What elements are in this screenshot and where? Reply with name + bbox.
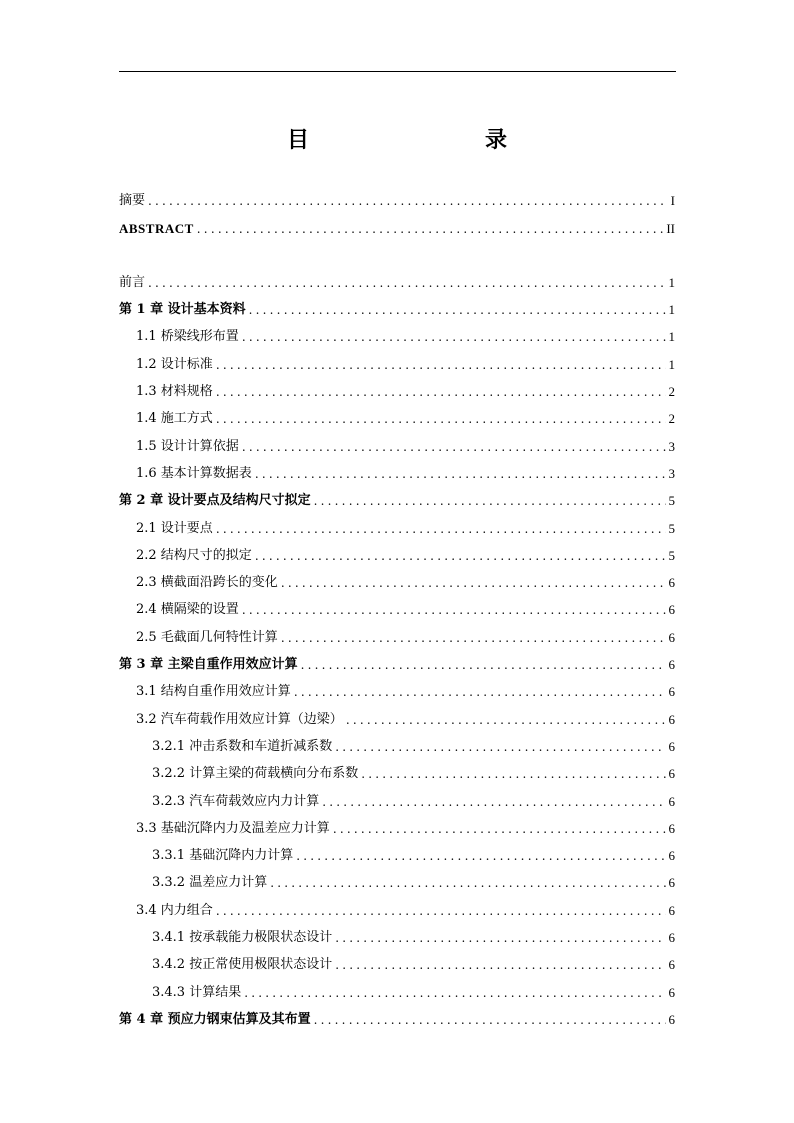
- toc-dot-leader: [333, 820, 666, 838]
- toc-page-number: 6: [668, 766, 675, 782]
- toc-entry-label: 2.4 横隔梁的设置: [136, 602, 239, 618]
- toc-entry-label: 3.2.2 计算主梁的荷载横向分布系数: [152, 766, 359, 782]
- toc-entry[interactable]: [119, 183, 675, 210]
- toc-dot-leader: [281, 574, 666, 592]
- toc-entry[interactable]: [119, 401, 675, 428]
- toc-dot-leader: [242, 601, 666, 619]
- toc-page-number: 6: [668, 657, 675, 673]
- toc-entry-label: 3.2.3 汽车荷载效应内力计算: [152, 793, 320, 809]
- toc-entry-label: 3.4 内力组合: [136, 902, 213, 918]
- toc-dot-leader: [249, 301, 666, 319]
- toc-entry-label: ABSTRACT: [119, 220, 194, 236]
- toc-entry[interactable]: [119, 619, 675, 646]
- toc-page-number: 6: [668, 793, 675, 809]
- toc-entry[interactable]: [119, 783, 675, 810]
- toc-entry[interactable]: [119, 701, 675, 728]
- toc-entry-label: 3.3.2 温差应力计算: [152, 875, 268, 891]
- toc-dot-leader: [255, 465, 666, 483]
- toc-entry-label: 2.3 横截面沿跨长的变化: [136, 575, 278, 591]
- toc-entry-label: 第 2 章 设计要点及结构尺寸拟定: [119, 493, 311, 509]
- toc-entry-label: 1.5 设计计算依据: [136, 438, 239, 454]
- toc-page-number: 6: [668, 957, 675, 973]
- toc-entry[interactable]: [119, 374, 675, 401]
- toc-dot-leader: [216, 383, 666, 401]
- toc-page-number: II: [666, 220, 675, 236]
- toc-entry-label: 2.5 毛截面几何特性计算: [136, 629, 278, 645]
- toc-dot-leader: [281, 629, 666, 647]
- toc-page-number: 6: [668, 930, 675, 946]
- toc-page-number: 3: [668, 438, 675, 454]
- toc-entry[interactable]: [119, 319, 675, 346]
- toc-dot-leader: [197, 220, 664, 238]
- toc-chapter-entry[interactable]: [119, 1002, 675, 1029]
- toc-entry[interactable]: [119, 756, 675, 783]
- toc-dot-leader: [242, 438, 666, 456]
- toc-dot-leader: [244, 984, 665, 1002]
- toc-entry-label: 前言: [119, 274, 146, 290]
- toc-dot-leader: [335, 956, 665, 974]
- toc-entry-label: 1.3 材料规格: [136, 384, 213, 400]
- toc-dot-leader: [255, 547, 666, 565]
- table-of-contents: [119, 183, 675, 1029]
- toc-dot-leader: [216, 902, 666, 920]
- toc-page-number: 6: [668, 902, 675, 918]
- toc-chapter-entry[interactable]: [119, 292, 675, 319]
- toc-entry-label: 摘要: [119, 193, 146, 209]
- toc-entry[interactable]: [119, 510, 675, 537]
- toc-dot-leader: [314, 1011, 666, 1029]
- toc-page-number: 6: [668, 602, 675, 618]
- toc-entry-label: 3.2 汽车荷载作用效应计算（边梁）: [136, 711, 343, 727]
- toc-page-number: 6: [668, 684, 675, 700]
- toc-chapter-entry[interactable]: [119, 647, 675, 674]
- toc-entry-label: 2.2 结构尺寸的拟定: [136, 547, 252, 563]
- toc-entry[interactable]: [119, 865, 675, 892]
- toc-entry[interactable]: [119, 538, 675, 565]
- toc-dot-leader: [361, 765, 665, 783]
- toc-dot-leader: [335, 929, 665, 947]
- toc-entry-label: 3.4.1 按承载能力极限状态设计: [152, 930, 333, 946]
- toc-page-number: I: [670, 193, 675, 209]
- toc-entry-label: 1.2 设计标准: [136, 356, 213, 372]
- toc-page-number: 2: [668, 411, 675, 427]
- toc-page-number: 5: [668, 493, 675, 509]
- toc-entry[interactable]: [119, 428, 675, 455]
- toc-page-number: 1: [668, 356, 675, 372]
- toc-page-number: 1: [668, 329, 675, 345]
- toc-entry[interactable]: [119, 947, 675, 974]
- header-rule: [119, 71, 676, 72]
- toc-dot-leader: [270, 874, 665, 892]
- toc-entry-label: 1.4 施工方式: [136, 411, 213, 427]
- toc-page-number: 6: [668, 575, 675, 591]
- toc-page-number: 6: [668, 738, 675, 754]
- toc-entry[interactable]: [119, 265, 675, 292]
- toc-dot-leader: [346, 711, 666, 729]
- toc-dot-leader: [335, 738, 665, 756]
- toc-entry-label: 第 4 章 预应力钢束估算及其布置: [119, 1011, 311, 1027]
- toc-entry[interactable]: [119, 456, 675, 483]
- toc-page-number: 6: [668, 875, 675, 891]
- toc-entry[interactable]: [119, 811, 675, 838]
- toc-entry-label: 第 3 章 主梁自重作用效应计算: [119, 657, 298, 673]
- toc-entry[interactable]: [119, 346, 675, 373]
- toc-entry[interactable]: [119, 565, 675, 592]
- toc-page-number: 1: [668, 274, 675, 290]
- toc-entry-label: 2.1 设计要点: [136, 520, 213, 536]
- toc-entry[interactable]: [119, 892, 675, 919]
- toc-dot-leader: [242, 328, 666, 346]
- toc-page-number: 6: [668, 629, 675, 645]
- toc-entry[interactable]: [119, 920, 675, 947]
- toc-entry[interactable]: [119, 729, 675, 756]
- toc-dot-leader: [301, 656, 666, 674]
- toc-dot-leader: [216, 356, 666, 374]
- toc-entry-label: 3.3.1 基础沉降内力计算: [152, 848, 294, 864]
- toc-entry-label: 1.1 桥梁线形布置: [136, 329, 239, 345]
- page-title: 目 录: [286, 127, 551, 153]
- toc-entry-label: 3.4.3 计算结果: [152, 984, 242, 1000]
- toc-chapter-entry[interactable]: [119, 483, 675, 510]
- toc-page-number: 6: [668, 1011, 675, 1027]
- toc-entry-label: 3.1 结构自重作用效应计算: [136, 684, 291, 700]
- toc-page-number: 5: [668, 547, 675, 563]
- toc-page-number: 1: [668, 302, 675, 318]
- toc-entry-label: 3.3 基础沉降内力及温差应力计算: [136, 820, 330, 836]
- toc-dot-leader: [216, 520, 666, 538]
- toc-entry[interactable]: [119, 210, 675, 237]
- toc-page-number: 6: [668, 848, 675, 864]
- toc-dot-leader: [216, 410, 666, 428]
- toc-entry-label: 第 1 章 设计基本资料: [119, 302, 246, 318]
- toc-page-number: 5: [668, 520, 675, 536]
- toc-entry[interactable]: [119, 974, 675, 1001]
- toc-dot-leader: [322, 793, 665, 811]
- toc-entry[interactable]: [119, 674, 675, 701]
- toc-entry-label: 3.4.2 按正常使用极限状态设计: [152, 957, 333, 973]
- toc-dot-leader: [294, 683, 666, 701]
- toc-entry[interactable]: [119, 592, 675, 619]
- toc-page-number: 6: [668, 820, 675, 836]
- toc-page-number: 3: [668, 465, 675, 481]
- toc-dot-leader: [148, 274, 665, 292]
- toc-entry[interactable]: [119, 838, 675, 865]
- toc-entry-label: 3.2.1 冲击系数和车道折减系数: [152, 738, 333, 754]
- toc-dot-leader: [314, 492, 666, 510]
- toc-page-number: 2: [668, 384, 675, 400]
- toc-dot-leader: [148, 192, 668, 210]
- toc-page-number: 6: [668, 711, 675, 727]
- toc-dot-leader: [296, 847, 665, 865]
- toc-page-number: 6: [668, 984, 675, 1000]
- toc-entry-label: 1.6 基本计算数据表: [136, 465, 252, 481]
